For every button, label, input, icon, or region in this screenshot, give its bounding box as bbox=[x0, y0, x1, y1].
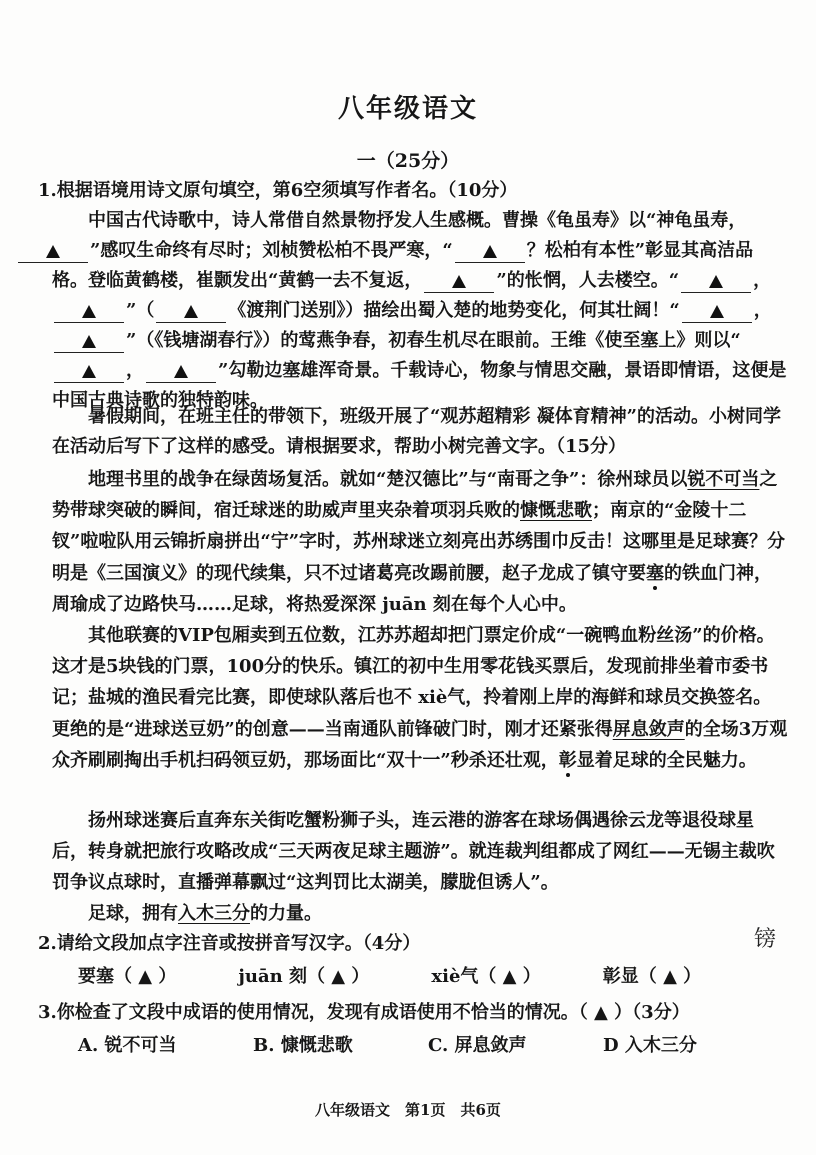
blank-5[interactable] bbox=[54, 300, 124, 323]
blank-3[interactable] bbox=[424, 270, 494, 293]
triangle-icon bbox=[46, 245, 60, 258]
triangle-icon bbox=[82, 305, 96, 318]
triangle-icon bbox=[483, 245, 497, 258]
q2-item-4[interactable]: 彰显（ ▲ ） bbox=[602, 966, 702, 987]
blank-2[interactable] bbox=[455, 240, 525, 263]
triangle-icon bbox=[82, 365, 96, 378]
blank-6-author[interactable] bbox=[156, 300, 226, 323]
handwritten-mark: 镑 bbox=[754, 927, 777, 952]
q3-option-c[interactable]: C. 屏息敛声 bbox=[428, 1035, 527, 1056]
activity-intro: 暑假期间，在班主任的带领下，班级开展了“观苏超精彩 凝体育精神”的活动。小树同学在活动后写下了这样的感受。请根据要求，帮助小树完善文字。（15分） bbox=[52, 406, 781, 457]
dotted-character: 彰 bbox=[558, 749, 577, 771]
triangle-icon bbox=[452, 275, 466, 288]
passage-paragraph-3: 扬州球迷赛后直奔东关街吃蟹粉狮子头，连云港的游客在球场偶遇徐云龙等退役球星后，转身就把旅行攻略改成“三天两夜足球主题游”。就连裁判组都成了网红——无锡主裁吹罚争议点球时，直播弹幕飘过“这判罚比太湖美，朦胧但诱人”。 bbox=[52, 810, 775, 894]
passage-paragraph-1: 地理书里的战争在绿茵场复活。就如“楚汉德比”与“南哥之争”：徐州球员以锐不可当之势带球突破的瞬间，宿迁球迷的助威声里夹杂着项羽兵败的慷慨悲歌；南京的“金陵十二钗”啦啦队用云锦折扇拼出“宁”字时，苏州球迷立刻亮出苏绣围巾反击！这哪里是足球赛？分明是《三国演义》的现代续集，只不过诸葛亮改踢前腰，赵子龙成了镇守要塞的铁血门神，周瑜成了边路快马……足球，将热爱深深 juān 刻在每个人心中。 bbox=[52, 469, 786, 615]
idiom-underlined: 锐不可当 bbox=[687, 469, 760, 490]
q3-option-b[interactable]: B. 慷慨悲歌 bbox=[253, 1035, 353, 1056]
triangle-icon bbox=[710, 305, 724, 318]
triangle-icon bbox=[709, 275, 723, 288]
idiom-underlined: 入木三分 bbox=[178, 903, 250, 924]
idiom-underlined: 慷慨悲歌 bbox=[520, 500, 592, 522]
q3-option-a[interactable]: A. 锐不可当 bbox=[78, 1035, 177, 1056]
q2-item-1[interactable]: 要塞（ ▲ ） bbox=[78, 966, 177, 987]
question-2-heading: 2.请给文段加点字注音或按拼音写汉字。（4分） bbox=[38, 933, 421, 954]
triangle-icon bbox=[184, 305, 198, 318]
q2-item-2[interactable]: juān 刻（ ▲ ） bbox=[238, 966, 370, 987]
blank-8[interactable] bbox=[54, 330, 124, 353]
page-title: 八年级语文 bbox=[337, 94, 478, 124]
idiom-underlined: 屏息敛声 bbox=[612, 718, 685, 740]
blank-7[interactable] bbox=[682, 300, 752, 323]
question-1-passage: 中国古代诗歌中，诗人常借自然景物抒发人生感概。曹操《龟虽寿》以“神龟虽寿， ”感叹生命终有尽时；刘桢赞松柏不畏严寒，“ ？松柏有本性”彰显其高洁品格。登临黄鹤楼，崔颢发出“黄鹤一去不复返， ”的怅惘，人去楼空。“ ，”（ 《渡荆门送别》）描绘出蜀入楚的地势变化，何其壮阔！“ ，”（《钱塘湖春行》）的莺燕争春，初春生机尽在眼前。王维《使至塞上》则以“， ”勾勒边塞雄浑奇景。千载诗心，物象与情思交融，景语即情语，这便是中国古典诗歌的独特韵味。 bbox=[52, 206, 788, 416]
section-heading: 一（25分） bbox=[356, 150, 460, 172]
blank-9[interactable] bbox=[54, 360, 124, 383]
page-footer: 八年级语文 第1页 共6页 bbox=[315, 1101, 501, 1119]
passage-paragraph-2: 其他联赛的VIP包厢卖到五位数，江苏苏超却把门票定价成“一碗鸭血粉丝汤”的价格。这才是5块钱的门票，100分的快乐。镇江的初中生用零花钱买票后，发现前排坐着市委书记；盐城的渔民看完比赛，即使球队落后也不 xiè气，拎着刚上岸的海鲜和球员交换签名。更绝的是“进球送豆奶”的创意——当南通队前锋破门时，刚才还紧张得屏息敛声的全场3万观众齐刷刷掏出手机扫码领豆奶，那场面比“双十一”秒杀还壮观，彰显着足球的全民魅力。 bbox=[52, 625, 788, 771]
question-2-items bbox=[78, 962, 778, 988]
blank-10[interactable] bbox=[146, 360, 216, 383]
question-3-options bbox=[78, 1031, 778, 1057]
q3-option-d[interactable]: D 入木三分 bbox=[603, 1035, 697, 1056]
triangle-icon bbox=[174, 365, 188, 378]
triangle-icon bbox=[82, 335, 96, 348]
question-3-heading: 3.你检查了文段中成语的使用情况，发现有成语使用不恰当的情况。（ ▲ ）（3分） bbox=[38, 1002, 690, 1023]
blank-1[interactable] bbox=[18, 240, 88, 263]
question-1-heading: 1.根据语境用诗文原句填空，第6空须填写作者名。（10分） bbox=[38, 180, 518, 201]
dotted-character: 塞 bbox=[646, 562, 664, 584]
blank-4[interactable] bbox=[681, 270, 751, 293]
passage-paragraph-4: 足球，拥有入木三分的力量。 bbox=[88, 903, 322, 924]
q2-item-3[interactable]: xiè气（ ▲ ） bbox=[431, 966, 541, 987]
